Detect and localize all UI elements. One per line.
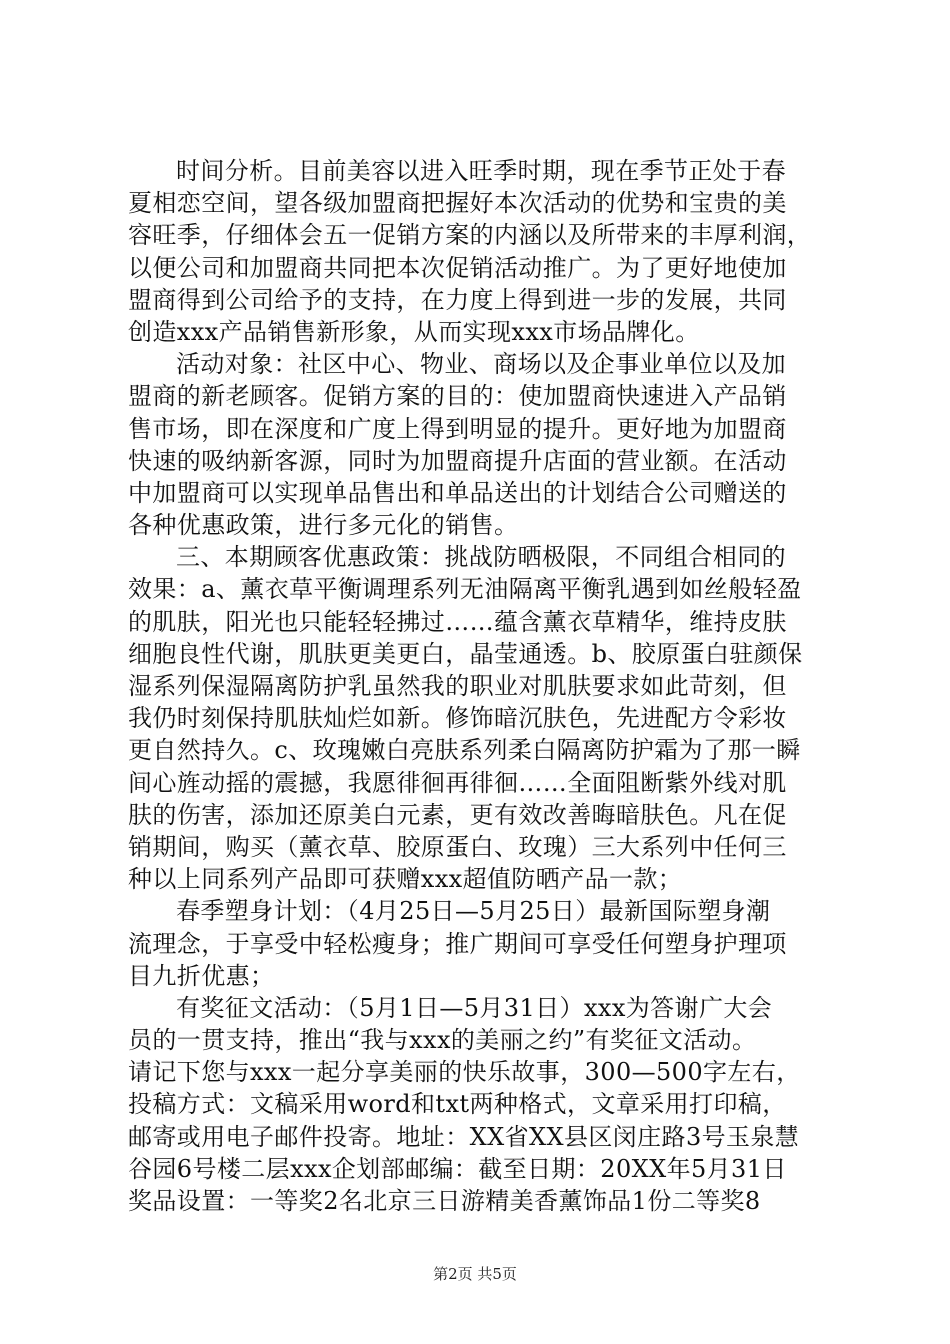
document-body: [128, 155, 820, 1217]
text-line: 肤的伤害，添加还原美白元素，更有效改善晦暗肤色。凡在促: [128, 800, 787, 829]
text-line: 细胞良性代谢，肌肤更美更白，晶莹通透。b、胶原蛋白驻颜保: [128, 639, 803, 668]
text-line: 目九折优惠；: [128, 961, 275, 990]
text-line: 销期间，购买（薰衣草、胶原蛋白、玫瑰）三大系列中任何三: [128, 832, 787, 861]
text-line: 盟商的新老顾客。促销方案的目的：使加盟商快速进入产品销: [128, 382, 787, 411]
text-line: 时间分析。目前美容以进入旺季时期，现在季节正处于春: [176, 157, 786, 185]
text-line: 以便公司和加盟商共同把本次促销活动推广。为了更好地使加: [128, 253, 787, 282]
text-line: 有奖征文活动：（5月1日—5月31日）xxx为答谢广大会: [176, 993, 773, 1022]
paragraph-spring-body-plan: [128, 895, 820, 992]
text-line: 请记下您与xxx一起分享美丽的快乐故事，300—500字左右，: [128, 1058, 801, 1087]
text-line: 各种优惠政策，进行多元化的销售。: [128, 511, 519, 540]
text-line: 我仍时刻保持肌肤灿烂如新。修饰暗沉肤色，先进配方令彩妆: [128, 704, 787, 733]
text-line: 流理念，于享受中轻松瘦身；推广期间可享受任何塑身护理项: [128, 929, 787, 958]
page-number: 第2页 共5页: [433, 1265, 517, 1283]
text-line: 创造xxx产品销售新形象，从而实现xxx市场品牌化。: [128, 317, 700, 346]
text-line: 种以上同系列产品即可获赠xxx超值防晒产品一款；: [128, 865, 683, 894]
text-line: 奖品设置：一等奖2名北京三日游精美香薰饰品1份二等奖8: [128, 1187, 761, 1215]
text-line: 活动对象：社区中心、物业、商场以及企事业单位以及加: [176, 350, 786, 379]
paragraph-essay-contest: [128, 992, 820, 1217]
text-line: 投稿方式：文稿采用word和txt两种格式，文章采用打印稿，: [128, 1090, 787, 1119]
text-line: 谷园6号楼二层xxx企划部邮编：截至日期：20XX年5月31日: [128, 1154, 787, 1183]
paragraph-customer-policy: [128, 541, 820, 895]
text-line: 快速的吸纳新客源，同时为加盟商提升店面的营业额。在活动: [128, 446, 787, 475]
text-line: 湿系列保湿隔离防护乳虽然我的职业对肌肤要求如此苛刻，但: [128, 672, 787, 700]
paragraph-activity-target: [128, 348, 820, 541]
text-line: 春季塑身计划：（4月25日—5月25日）最新国际塑身潮: [176, 897, 771, 926]
text-line: 邮寄或用电子邮件投寄。地址：XX省XX县区闵庄路3号玉泉慧: [128, 1122, 800, 1151]
paragraph-time-analysis: [128, 155, 820, 348]
text-line: 员的一贯支持，推出“我与xxx的美丽之约”有奖征文活动。: [128, 1026, 757, 1055]
text-line: 更自然持久。c、玫瑰嫩白亮肤系列柔白隔离防护霜为了那一瞬: [128, 736, 801, 765]
text-line: 中加盟商可以实现单品售出和单品送出的计划结合公司赠送的: [128, 478, 787, 507]
text-line: 效果：a、薰衣草平衡调理系列无油隔离平衡乳遇到如丝般轻盈: [128, 575, 802, 604]
text-line: 售市场，即在深度和广度上得到明显的提升。更好地为加盟商: [128, 414, 787, 443]
text-line: 盟商得到公司给予的支持，在力度上得到进一步的发展，共同: [128, 285, 787, 314]
text-line: 夏相恋空间，望各级加盟商把握好本次活动的优势和宝贵的美: [128, 189, 787, 218]
text-line: 间心旌动摇的震撼，我愿徘徊再徘徊……全面阻断紫外线对肌: [128, 768, 787, 797]
text-line: 的肌肤，阳光也只能轻轻拂过……蕴含薰衣草精华，维持皮肤: [128, 607, 787, 636]
text-line: 容旺季，仔细体会五一促销方案的内涵以及所带来的丰厚利润，: [128, 221, 812, 250]
text-line: 三、本期顾客优惠政策：挑战防晒极限，不同组合相同的: [176, 543, 786, 572]
